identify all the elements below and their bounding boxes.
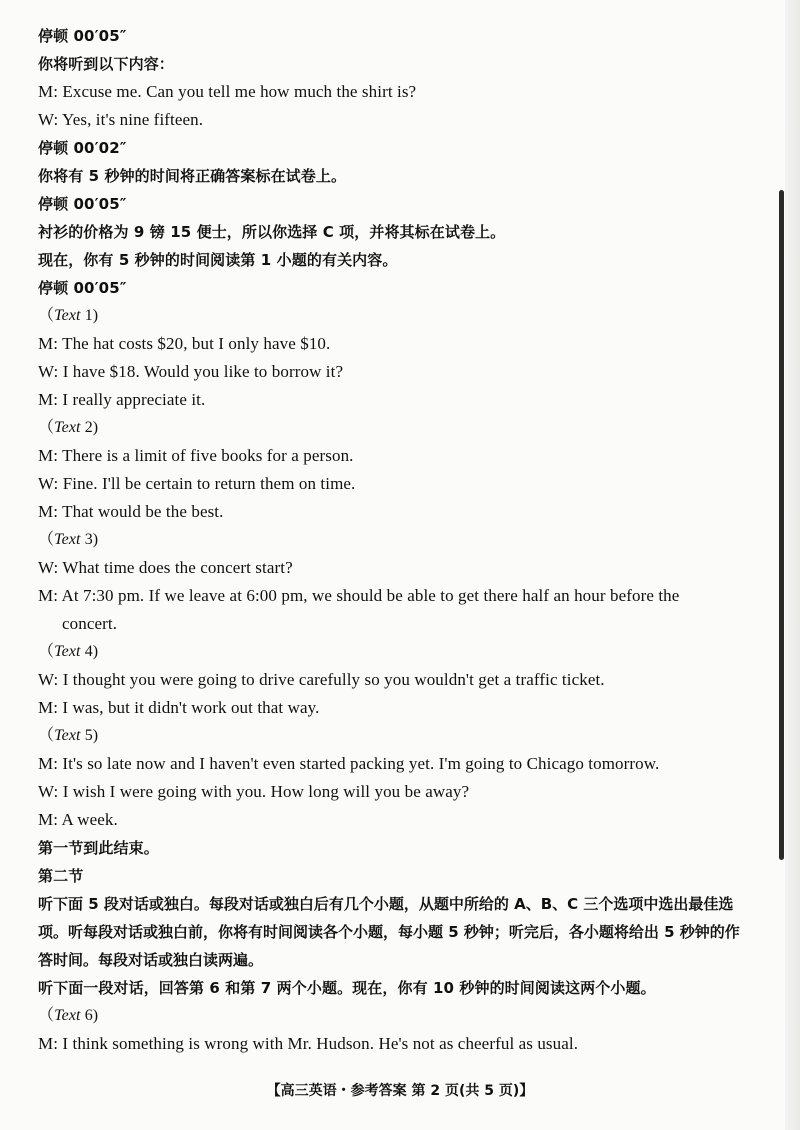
dialogue-line: M: That would be the best. bbox=[38, 502, 224, 521]
instruction-line: 现在，你有 5 秒钟的时间阅读第 1 小题的有关内容。 bbox=[38, 251, 398, 269]
text-label-word: Text bbox=[54, 531, 81, 548]
text-label-word: Text bbox=[54, 307, 81, 324]
dialogue-line: M: At 7:30 pm. If we leave at 6:00 pm, we should be able to get there half an hour before the bbox=[38, 586, 680, 605]
text-section-label: （Text 4) bbox=[38, 643, 99, 660]
instruction-paragraph: 听下面 5 段对话或独白。每段对话或独白后有几个小题，从题中所给的 A、B、C 三个选项中选出最佳选项。听每段对话或独白前，你将有时间阅读各个小题，每小题 5 秒钟；听完后，各小题将给出 5 秒钟的作答时间。每段对话或独白读两遍。 bbox=[38, 895, 740, 969]
text-label-number: 5) bbox=[80, 727, 99, 744]
dialogue-line: W: What time does the concert start? bbox=[38, 558, 293, 577]
dialogue-line: W: Fine. I'll be certain to return them on time. bbox=[38, 474, 356, 493]
dialogue-line: W: Yes, it's nine fifteen. bbox=[38, 110, 204, 129]
text-section-label: （Text 1) bbox=[38, 307, 99, 324]
text-label-number: 4) bbox=[80, 643, 99, 660]
instruction-line: 第二节 bbox=[38, 867, 84, 885]
dialogue-line: W: I have $18. Would you like to borrow it? bbox=[38, 362, 344, 381]
text-label-word: Text bbox=[54, 1007, 81, 1024]
text-section-label: （Text 2) bbox=[38, 419, 99, 436]
dialogue-line: M: I was, but it didn't work out that way. bbox=[38, 698, 320, 717]
text-label-number: 2) bbox=[80, 419, 99, 436]
dialogue-line: W: I wish I were going with you. How long will you be away? bbox=[38, 782, 470, 801]
text-section-label: （Text 3) bbox=[38, 531, 99, 548]
text-label-number: 3) bbox=[80, 531, 99, 548]
text-section-label: （Text 5) bbox=[38, 727, 99, 744]
dialogue-line: M: I really appreciate it. bbox=[38, 390, 206, 409]
instruction-line: 停顿 00′05″ bbox=[38, 279, 127, 297]
dialogue-line-continuation: concert. bbox=[62, 614, 118, 633]
instruction-line: 停顿 00′05″ bbox=[38, 27, 127, 45]
instruction-line: 你将有 5 秒钟的时间将正确答案标在试卷上。 bbox=[38, 167, 347, 185]
text-label-number: 1) bbox=[80, 307, 99, 324]
text-label-number: 6) bbox=[80, 1007, 99, 1024]
dialogue-line: M: I think something is wrong with Mr. Hudson. He's not as cheerful as usual. bbox=[38, 1034, 579, 1053]
dialogue-line: M: The hat costs $20, but I only have $10. bbox=[38, 334, 331, 353]
instruction-line: 停顿 00′05″ bbox=[38, 195, 127, 213]
instruction-line: 第一节到此结束。 bbox=[38, 839, 159, 857]
text-label-word: Text bbox=[54, 727, 81, 744]
dialogue-line: M: Excuse me. Can you tell me how much the shirt is? bbox=[38, 82, 417, 101]
instruction-line: 你将听到以下内容： bbox=[38, 55, 174, 73]
dialogue-line: M: A week. bbox=[38, 810, 118, 829]
instruction-line: 听下面一段对话，回答第 6 和第 7 两个小题。现在，你有 10 秒钟的时间阅读这两个小题。 bbox=[38, 979, 656, 997]
scrollbar[interactable] bbox=[779, 190, 784, 860]
instruction-line: 停顿 00′02″ bbox=[38, 139, 127, 157]
page-footer: 【高三英语・参考答案 第 2 页(共 5 页)】 bbox=[266, 1083, 534, 1099]
instruction-line: 衬衫的价格为 9 镑 15 便士，所以你选择 C 项，并将其标在试卷上。 bbox=[38, 223, 506, 241]
dialogue-line: M: It's so late now and I haven't even started packing yet. I'm going to Chicago tomorrow. bbox=[38, 754, 660, 773]
page-right-edge bbox=[785, 0, 800, 1130]
transcript-content bbox=[38, 22, 758, 1058]
text-section-label: （Text 6) bbox=[38, 1007, 99, 1024]
text-label-word: Text bbox=[54, 643, 81, 660]
text-label-word: Text bbox=[54, 419, 81, 436]
dialogue-line: W: I thought you were going to drive carefully so you wouldn't get a traffic ticket. bbox=[38, 670, 605, 689]
dialogue-line: M: There is a limit of five books for a person. bbox=[38, 446, 354, 465]
